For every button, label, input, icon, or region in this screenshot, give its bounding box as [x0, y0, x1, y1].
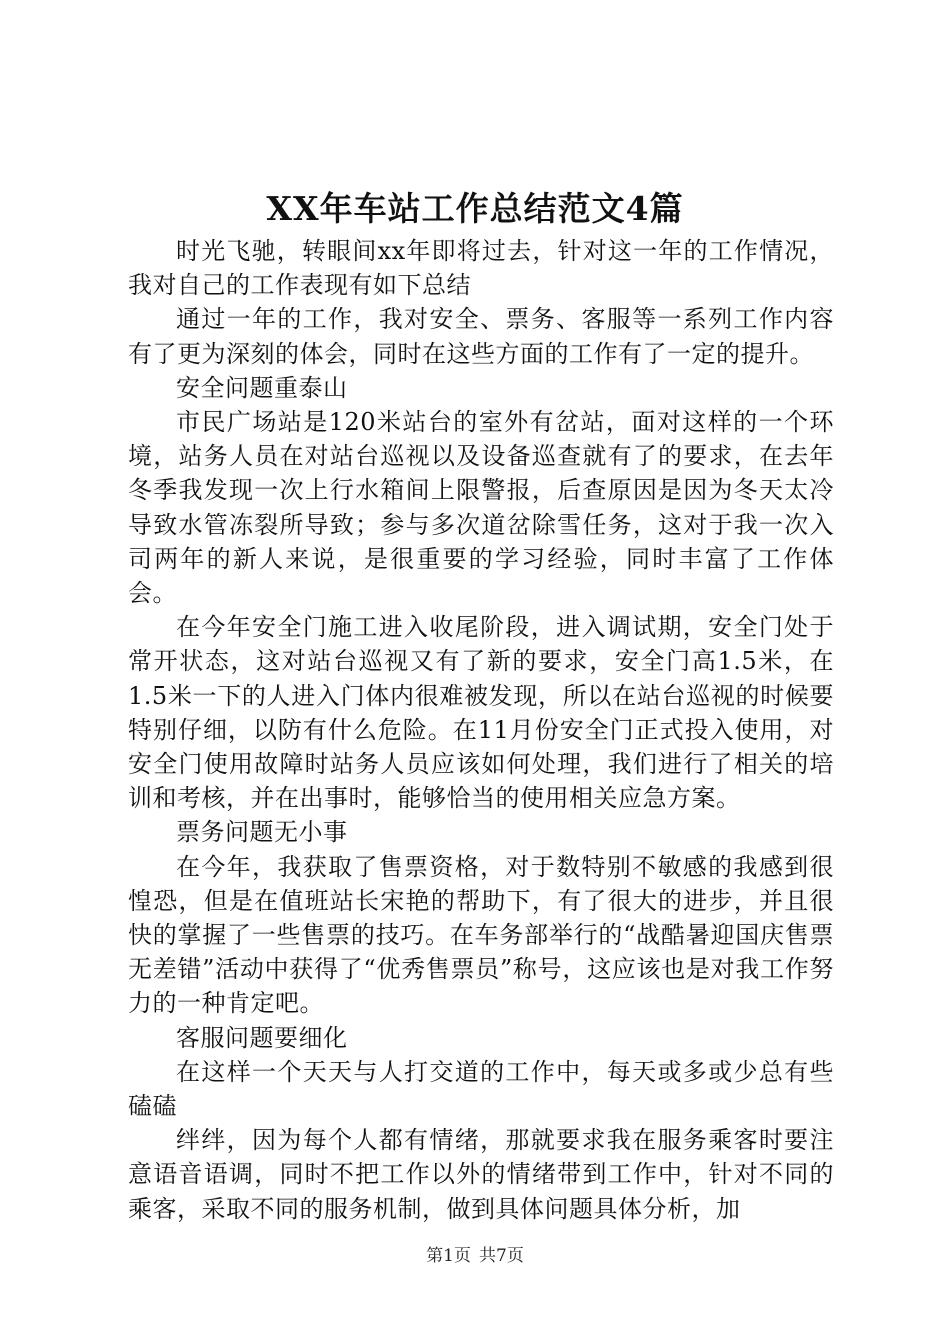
document-body [128, 234, 834, 1226]
section-heading-ticketing: 票务问题无小事 [176, 818, 348, 847]
page-count: 共7页 [479, 1246, 524, 1266]
page-number: 第1页 [426, 1246, 471, 1266]
paragraph-ticketing: 在今年，我获取了售票资格，对于数特别不敏感的我感到很惶恐，但是在值班站长宋艳的帮助下，有了很大的进步，并且很快的掌握了一些售票的技巧。在车务部举行的“战酷暑迎国庆售票无差错”活动中获得了“优秀售票员”称号，这应该也是对我工作努力的一种肯定吧。 [128, 852, 834, 1018]
section-heading-service: 客服问题要细化 [176, 1023, 348, 1052]
section-heading-safety: 安全问题重泰山 [176, 373, 348, 402]
paragraph-safety-2: 在今年安全门施工进入收尾阶段，进入调试期，安全门处于常开状态，这对站台巡视又有了新的要求，安全门高1.5米，在1.5米一下的人进入门体内很难被发现，所以在站台巡视的时候要特别仔细，以防有什么危险。在11月份安全门正式投入使用，对安全门使用故障时站务人员应该如何处理，我们进行了相关的培训和考核，并在出事时，能够恰当的使用相关应急方案。 [128, 613, 834, 813]
paragraph-service-1: 在这样一个天天与人打交道的工作中，每天或多或少总有些磕磕 [128, 1057, 834, 1121]
document-title: XX年车站工作总结范文4篇 [266, 189, 684, 228]
paragraph-safety-1: 市民广场站是120米站台的室外有岔站，面对这样的一个环境，站务人员在对站台巡视以及设备巡查就有了的要求，在去年冬季我发现一次上行水箱间上限警报，后查原因是因为冬天太冷导致水管冻裂所导致；参与多次道岔除雪任务，这对于我一次入司两年的新人来说，是很重要的学习经验，同时丰富了工作体会。 [128, 408, 834, 608]
paragraph-service-2: 绊绊，因为每个人都有情绪，那就要求我在服务乘客时要注意语音语调，同时不把工作以外的情绪带到工作中，针对不同的乘客，采取不同的服务机制，做到具体问题具体分析，加 [128, 1126, 834, 1223]
paragraph-intro: 时光飞驰，转眼间xx年即将过去，针对这一年的工作情况，我对自己的工作表现有如下总结 [128, 237, 834, 300]
paragraph-overview: 通过一年的工作，我对安全、票务、客服等一系列工作内容有了更为深刻的体会，同时在这些方面的工作有了一定的提升。 [128, 305, 834, 368]
page-footer [0, 1244, 950, 1268]
